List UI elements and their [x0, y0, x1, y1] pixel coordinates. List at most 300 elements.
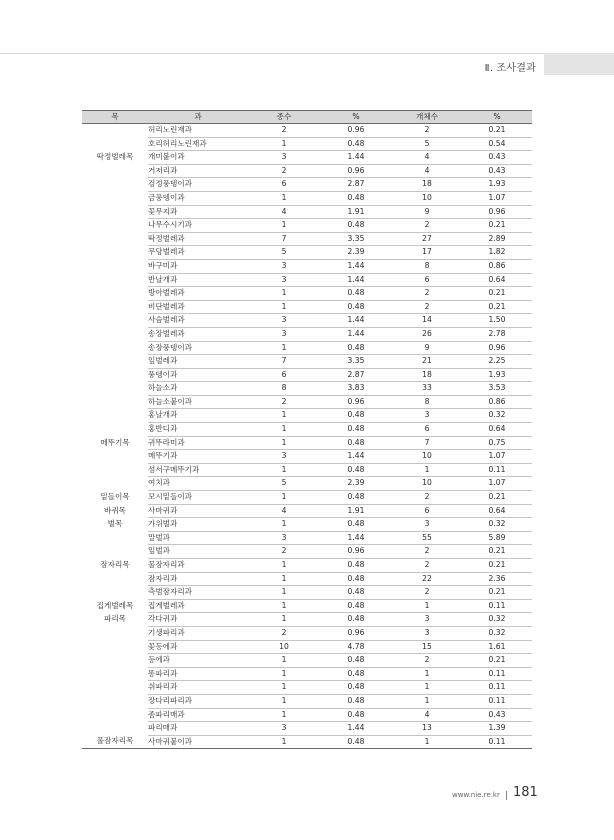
species-count-cell: 1 [248, 681, 320, 695]
species-percent-cell: 0.48 [320, 300, 392, 314]
family-cell: 바구미과 [148, 259, 248, 273]
species-count-cell: 1 [248, 463, 320, 477]
family-cell: 호리허리노린재과 [148, 137, 248, 151]
order-cell: 메뚜기목 [100, 437, 130, 447]
individual-count-cell: 1 [392, 681, 462, 695]
family-cell: 반날개과 [148, 273, 248, 287]
order-cell [82, 368, 148, 382]
individual-count-cell: 4 [392, 708, 462, 722]
individual-percent-cell: 0.86 [462, 395, 532, 409]
individual-count-cell: 2 [392, 300, 462, 314]
species-table [82, 110, 532, 749]
table-row [82, 436, 532, 450]
order-cell [82, 626, 148, 640]
individual-count-cell: 2 [392, 491, 462, 505]
individual-count-cell: 2 [392, 219, 462, 233]
order-cell [82, 640, 148, 654]
species-percent-cell: 1.44 [320, 327, 392, 341]
species-percent-cell: 1.44 [320, 450, 392, 464]
species-percent-cell: 0.48 [320, 436, 392, 450]
species-count-cell: 1 [248, 341, 320, 355]
order-cell [82, 300, 148, 314]
species-percent-cell: 0.48 [320, 463, 392, 477]
order-cell [82, 164, 148, 178]
table-row [82, 463, 532, 477]
species-percent-cell: 3.35 [320, 355, 392, 369]
species-count-cell: 1 [248, 708, 320, 722]
table-row [82, 559, 532, 573]
individual-percent-cell: 1.50 [462, 314, 532, 328]
individual-percent-cell: 1.07 [462, 477, 532, 491]
individual-count-cell: 9 [392, 205, 462, 219]
species-count-cell: 3 [248, 259, 320, 273]
order-cell: 파리목 [103, 614, 126, 624]
table-row [82, 151, 532, 165]
individual-count-cell: 2 [392, 287, 462, 301]
species-count-cell: 3 [248, 722, 320, 736]
individual-percent-cell: 0.11 [462, 667, 532, 681]
species-percent-cell: 0.48 [320, 735, 392, 749]
individual-percent-cell: 0.64 [462, 504, 532, 518]
order-cell [82, 382, 148, 396]
family-cell: 나무수시기과 [148, 219, 248, 233]
family-cell: 비단벌레과 [148, 300, 248, 314]
family-cell: 메뚜기과 [148, 450, 248, 464]
order-cell [82, 409, 148, 423]
species-percent-cell: 3.35 [320, 232, 392, 246]
individual-count-cell: 9 [392, 341, 462, 355]
species-percent-cell: 0.96 [320, 545, 392, 559]
individual-percent-cell: 0.11 [462, 463, 532, 477]
family-cell: 여치과 [148, 477, 248, 491]
species-count-cell: 3 [248, 151, 320, 165]
individual-percent-cell: 1.07 [462, 191, 532, 205]
individual-count-cell: 21 [392, 355, 462, 369]
family-cell: 물잠자리과 [148, 559, 248, 573]
species-count-cell: 2 [248, 626, 320, 640]
order-cell [82, 708, 148, 722]
individual-count-cell: 8 [392, 395, 462, 409]
table-row [82, 518, 532, 532]
order-cell: 밑들이목 [100, 492, 130, 502]
order-cell [82, 395, 148, 409]
individual-count-cell: 2 [392, 545, 462, 559]
family-cell: 검정풍뎅이과 [148, 178, 248, 192]
page-number: 181 [513, 785, 538, 800]
species-count-cell: 3 [248, 314, 320, 328]
individual-percent-cell: 2.36 [462, 572, 532, 586]
order-cell [82, 246, 148, 260]
table-row [82, 504, 532, 518]
order-cell [82, 178, 148, 192]
individual-percent-cell: 1.93 [462, 178, 532, 192]
order-cell [82, 572, 148, 586]
family-cell: 허리노린재과 [148, 124, 248, 138]
family-cell: 홍날개과 [148, 409, 248, 423]
family-cell: 말벌과 [148, 531, 248, 545]
individual-percent-cell: 0.21 [462, 559, 532, 573]
individual-percent-cell: 0.11 [462, 735, 532, 749]
family-cell: 각다귀과 [148, 613, 248, 627]
table-row [82, 137, 532, 151]
species-percent-cell: 1.44 [320, 314, 392, 328]
individual-count-cell: 10 [392, 450, 462, 464]
individual-percent-cell: 2.78 [462, 327, 532, 341]
species-percent-cell: 0.48 [320, 219, 392, 233]
column-header-species-count: 종수 [248, 111, 320, 124]
table-row [82, 708, 532, 722]
species-percent-cell: 0.48 [320, 694, 392, 708]
individual-percent-cell: 0.21 [462, 287, 532, 301]
family-cell: 가위벌과 [148, 518, 248, 532]
species-count-cell: 6 [248, 178, 320, 192]
individual-count-cell: 22 [392, 572, 462, 586]
individual-count-cell: 3 [392, 409, 462, 423]
order-cell: 딱정벌레목 [96, 152, 134, 162]
individual-percent-cell: 0.21 [462, 300, 532, 314]
species-count-cell: 1 [248, 586, 320, 600]
table-row [82, 191, 532, 205]
order-cell: 풀잠자리목 [82, 735, 148, 749]
individual-count-cell: 2 [392, 124, 462, 138]
species-percent-cell: 1.44 [320, 273, 392, 287]
species-count-cell: 1 [248, 436, 320, 450]
table-row [82, 450, 532, 464]
footer-separator [506, 791, 507, 800]
order-cell [82, 450, 148, 464]
individual-percent-cell: 0.96 [462, 341, 532, 355]
individual-count-cell: 2 [392, 559, 462, 573]
table-row [82, 205, 532, 219]
species-percent-cell: 4.78 [320, 640, 392, 654]
table-row [82, 681, 532, 695]
species-count-cell: 1 [248, 667, 320, 681]
species-count-cell: 4 [248, 205, 320, 219]
species-percent-cell: 2.87 [320, 178, 392, 192]
species-count-cell: 10 [248, 640, 320, 654]
table-row [82, 341, 532, 355]
species-count-cell: 1 [248, 735, 320, 749]
table-row [82, 491, 532, 505]
individual-percent-cell: 0.21 [462, 545, 532, 559]
species-count-cell: 1 [248, 572, 320, 586]
family-cell: 방아벌레과 [148, 287, 248, 301]
family-cell: 측범잠자리과 [148, 586, 248, 600]
species-count-cell: 1 [248, 287, 320, 301]
table-row [82, 599, 532, 613]
table-row [82, 545, 532, 559]
species-count-cell: 1 [248, 654, 320, 668]
order-cell [82, 341, 148, 355]
species-count-cell: 3 [248, 273, 320, 287]
individual-count-cell: 7 [392, 436, 462, 450]
footer-url: www.nie.re.kr [452, 791, 500, 799]
order-cell [82, 545, 148, 559]
individual-count-cell: 27 [392, 232, 462, 246]
order-cell [82, 205, 148, 219]
order-cell [82, 463, 148, 477]
individual-percent-cell: 2.25 [462, 355, 532, 369]
table-row [82, 423, 532, 437]
individual-percent-cell: 0.43 [462, 151, 532, 165]
individual-count-cell: 5 [392, 137, 462, 151]
order-cell [82, 137, 148, 151]
species-percent-cell: 0.48 [320, 667, 392, 681]
species-count-cell: 2 [248, 124, 320, 138]
species-percent-cell: 0.48 [320, 341, 392, 355]
chapter-title: Ⅱ. 조사결과 [484, 63, 536, 74]
species-percent-cell: 0.48 [320, 681, 392, 695]
species-percent-cell: 0.48 [320, 586, 392, 600]
individual-count-cell: 17 [392, 246, 462, 260]
species-percent-cell: 0.48 [320, 409, 392, 423]
individual-percent-cell: 2.89 [462, 232, 532, 246]
species-percent-cell: 0.96 [320, 164, 392, 178]
order-cell [82, 586, 148, 600]
order-cell: 집게벌레목 [96, 600, 134, 610]
individual-percent-cell: 5.89 [462, 531, 532, 545]
species-percent-cell: 1.44 [320, 259, 392, 273]
table-row [82, 395, 532, 409]
individual-count-cell: 1 [392, 667, 462, 681]
family-cell: 꽃무지과 [148, 205, 248, 219]
family-cell: 잎벌레과 [148, 355, 248, 369]
individual-percent-cell: 0.43 [462, 708, 532, 722]
individual-count-cell: 18 [392, 178, 462, 192]
family-cell: 파리매과 [148, 722, 248, 736]
species-count-cell: 5 [248, 246, 320, 260]
individual-count-cell: 10 [392, 191, 462, 205]
table-row [82, 246, 532, 260]
family-cell: 사슴벌레과 [148, 314, 248, 328]
family-cell: 등에과 [148, 654, 248, 668]
species-count-cell: 2 [248, 545, 320, 559]
species-percent-cell: 0.48 [320, 287, 392, 301]
table-row [82, 273, 532, 287]
order-cell [82, 531, 148, 545]
species-count-cell: 2 [248, 395, 320, 409]
species-count-cell: 1 [248, 409, 320, 423]
species-percent-cell: 0.48 [320, 559, 392, 573]
species-percent-cell: 2.39 [320, 477, 392, 491]
individual-percent-cell: 0.21 [462, 654, 532, 668]
family-cell: 송장풍뎅이과 [148, 341, 248, 355]
order-cell [82, 287, 148, 301]
species-count-cell: 6 [248, 368, 320, 382]
species-percent-cell: 0.96 [320, 395, 392, 409]
individual-count-cell: 13 [392, 722, 462, 736]
family-cell: 하늘소붙이과 [148, 395, 248, 409]
species-percent-cell: 0.48 [320, 599, 392, 613]
species-percent-cell: 0.48 [320, 518, 392, 532]
individual-percent-cell: 0.64 [462, 273, 532, 287]
table-row [82, 722, 532, 736]
individual-count-cell: 18 [392, 368, 462, 382]
individual-percent-cell: 0.86 [462, 259, 532, 273]
individual-count-cell: 14 [392, 314, 462, 328]
table-row [82, 613, 532, 627]
species-count-cell: 5 [248, 477, 320, 491]
family-cell: 귀뚜라미과 [148, 436, 248, 450]
family-cell: 좀파리매과 [148, 708, 248, 722]
order-cell: 벌목 [107, 519, 123, 529]
species-percent-cell: 2.87 [320, 368, 392, 382]
table-row [82, 164, 532, 178]
species-percent-cell: 3.83 [320, 382, 392, 396]
individual-count-cell: 2 [392, 654, 462, 668]
species-count-cell: 1 [248, 219, 320, 233]
individual-percent-cell: 1.07 [462, 450, 532, 464]
individual-percent-cell: 0.54 [462, 137, 532, 151]
individual-percent-cell: 1.82 [462, 246, 532, 260]
individual-percent-cell: 0.11 [462, 694, 532, 708]
individual-percent-cell: 3.53 [462, 382, 532, 396]
order-cell [82, 232, 148, 246]
species-count-cell: 1 [248, 191, 320, 205]
family-cell: 송장벌레과 [148, 327, 248, 341]
individual-count-cell: 3 [392, 613, 462, 627]
order-cell [82, 314, 148, 328]
table-row [82, 409, 532, 423]
individual-count-cell: 26 [392, 327, 462, 341]
table-row [82, 178, 532, 192]
individual-percent-cell: 0.21 [462, 491, 532, 505]
table-row [82, 382, 532, 396]
order-cell [82, 722, 148, 736]
order-cell [82, 423, 148, 437]
species-percent-cell: 0.48 [320, 613, 392, 627]
table-row [82, 314, 532, 328]
species-percent-cell: 0.48 [320, 423, 392, 437]
species-percent-cell: 0.48 [320, 708, 392, 722]
table-row [82, 694, 532, 708]
individual-count-cell: 15 [392, 640, 462, 654]
order-cell [82, 124, 148, 138]
individual-count-cell: 33 [392, 382, 462, 396]
individual-percent-cell: 0.11 [462, 681, 532, 695]
individual-count-cell: 6 [392, 504, 462, 518]
order-cell [82, 191, 148, 205]
individual-percent-cell: 1.61 [462, 640, 532, 654]
individual-percent-cell: 0.21 [462, 586, 532, 600]
header-tab-block [544, 53, 614, 75]
species-count-cell: 7 [248, 355, 320, 369]
species-percent-cell: 1.44 [320, 531, 392, 545]
order-cell [82, 219, 148, 233]
species-percent-cell: 2.39 [320, 246, 392, 260]
individual-percent-cell: 0.64 [462, 423, 532, 437]
order-cell [82, 259, 148, 273]
species-count-cell: 1 [248, 137, 320, 151]
order-cell: 바퀴목 [103, 505, 126, 515]
species-percent-cell: 0.48 [320, 654, 392, 668]
species-count-cell: 1 [248, 491, 320, 505]
individual-percent-cell: 1.39 [462, 722, 532, 736]
table-body [82, 124, 532, 749]
individual-percent-cell: 0.75 [462, 436, 532, 450]
family-cell: 모시밑들이과 [148, 491, 248, 505]
table-row [82, 259, 532, 273]
individual-count-cell: 3 [392, 518, 462, 532]
species-percent-cell: 1.91 [320, 205, 392, 219]
species-count-cell: 2 [248, 164, 320, 178]
species-percent-cell: 0.48 [320, 191, 392, 205]
family-cell: 기생파리과 [148, 626, 248, 640]
individual-count-cell: 2 [392, 586, 462, 600]
species-count-cell: 4 [248, 504, 320, 518]
individual-percent-cell: 0.11 [462, 599, 532, 613]
order-cell [82, 681, 148, 695]
column-header-family: 과 [148, 111, 248, 124]
header-rule [0, 53, 614, 54]
order-cell: 잠자리목 [100, 560, 130, 569]
individual-percent-cell: 0.21 [462, 219, 532, 233]
table-row [82, 572, 532, 586]
individual-count-cell: 1 [392, 463, 462, 477]
family-cell: 금풍뎅이과 [148, 191, 248, 205]
species-percent-cell: 0.96 [320, 626, 392, 640]
individual-count-cell: 6 [392, 423, 462, 437]
family-cell: 사마귀과 [148, 504, 248, 518]
table-row [82, 124, 532, 138]
order-cell [82, 667, 148, 681]
individual-count-cell: 1 [392, 735, 462, 749]
individual-count-cell: 1 [392, 694, 462, 708]
table-row [82, 219, 532, 233]
individual-count-cell: 8 [392, 259, 462, 273]
family-cell: 잎벌과 [148, 545, 248, 559]
species-percent-cell: 0.48 [320, 137, 392, 151]
column-header-species-percent: % [320, 111, 392, 124]
column-header-individual-percent: % [462, 111, 532, 124]
individual-count-cell: 1 [392, 599, 462, 613]
order-cell [82, 477, 148, 491]
family-cell: 거저리과 [148, 164, 248, 178]
species-count-cell: 1 [248, 613, 320, 627]
species-count-cell: 1 [248, 694, 320, 708]
family-cell: 똥파리과 [148, 667, 248, 681]
order-cell [82, 654, 148, 668]
family-cell: 잠자리과 [148, 572, 248, 586]
order-cell [82, 355, 148, 369]
table-row [82, 355, 532, 369]
table-row [82, 368, 532, 382]
table-row [82, 327, 532, 341]
family-cell: 무당벌레과 [148, 246, 248, 260]
column-header-individual-count: 개체수 [392, 111, 462, 124]
table-row [82, 626, 532, 640]
species-count-cell: 1 [248, 599, 320, 613]
individual-percent-cell: 0.32 [462, 613, 532, 627]
family-cell: 장다리파리과 [148, 694, 248, 708]
order-cell [82, 273, 148, 287]
individual-percent-cell: 0.32 [462, 409, 532, 423]
table-row [82, 735, 532, 749]
individual-percent-cell: 1.93 [462, 368, 532, 382]
family-cell: 홍반디과 [148, 423, 248, 437]
table-row [82, 232, 532, 246]
individual-count-cell: 55 [392, 531, 462, 545]
family-cell: 꽃등에과 [148, 640, 248, 654]
table-row [82, 586, 532, 600]
column-header-order: 목 [82, 111, 148, 124]
species-count-cell: 1 [248, 423, 320, 437]
family-cell: 풍뎅이과 [148, 368, 248, 382]
species-count-cell: 7 [248, 232, 320, 246]
table-row [82, 477, 532, 491]
species-count-cell: 3 [248, 531, 320, 545]
individual-count-cell: 4 [392, 151, 462, 165]
